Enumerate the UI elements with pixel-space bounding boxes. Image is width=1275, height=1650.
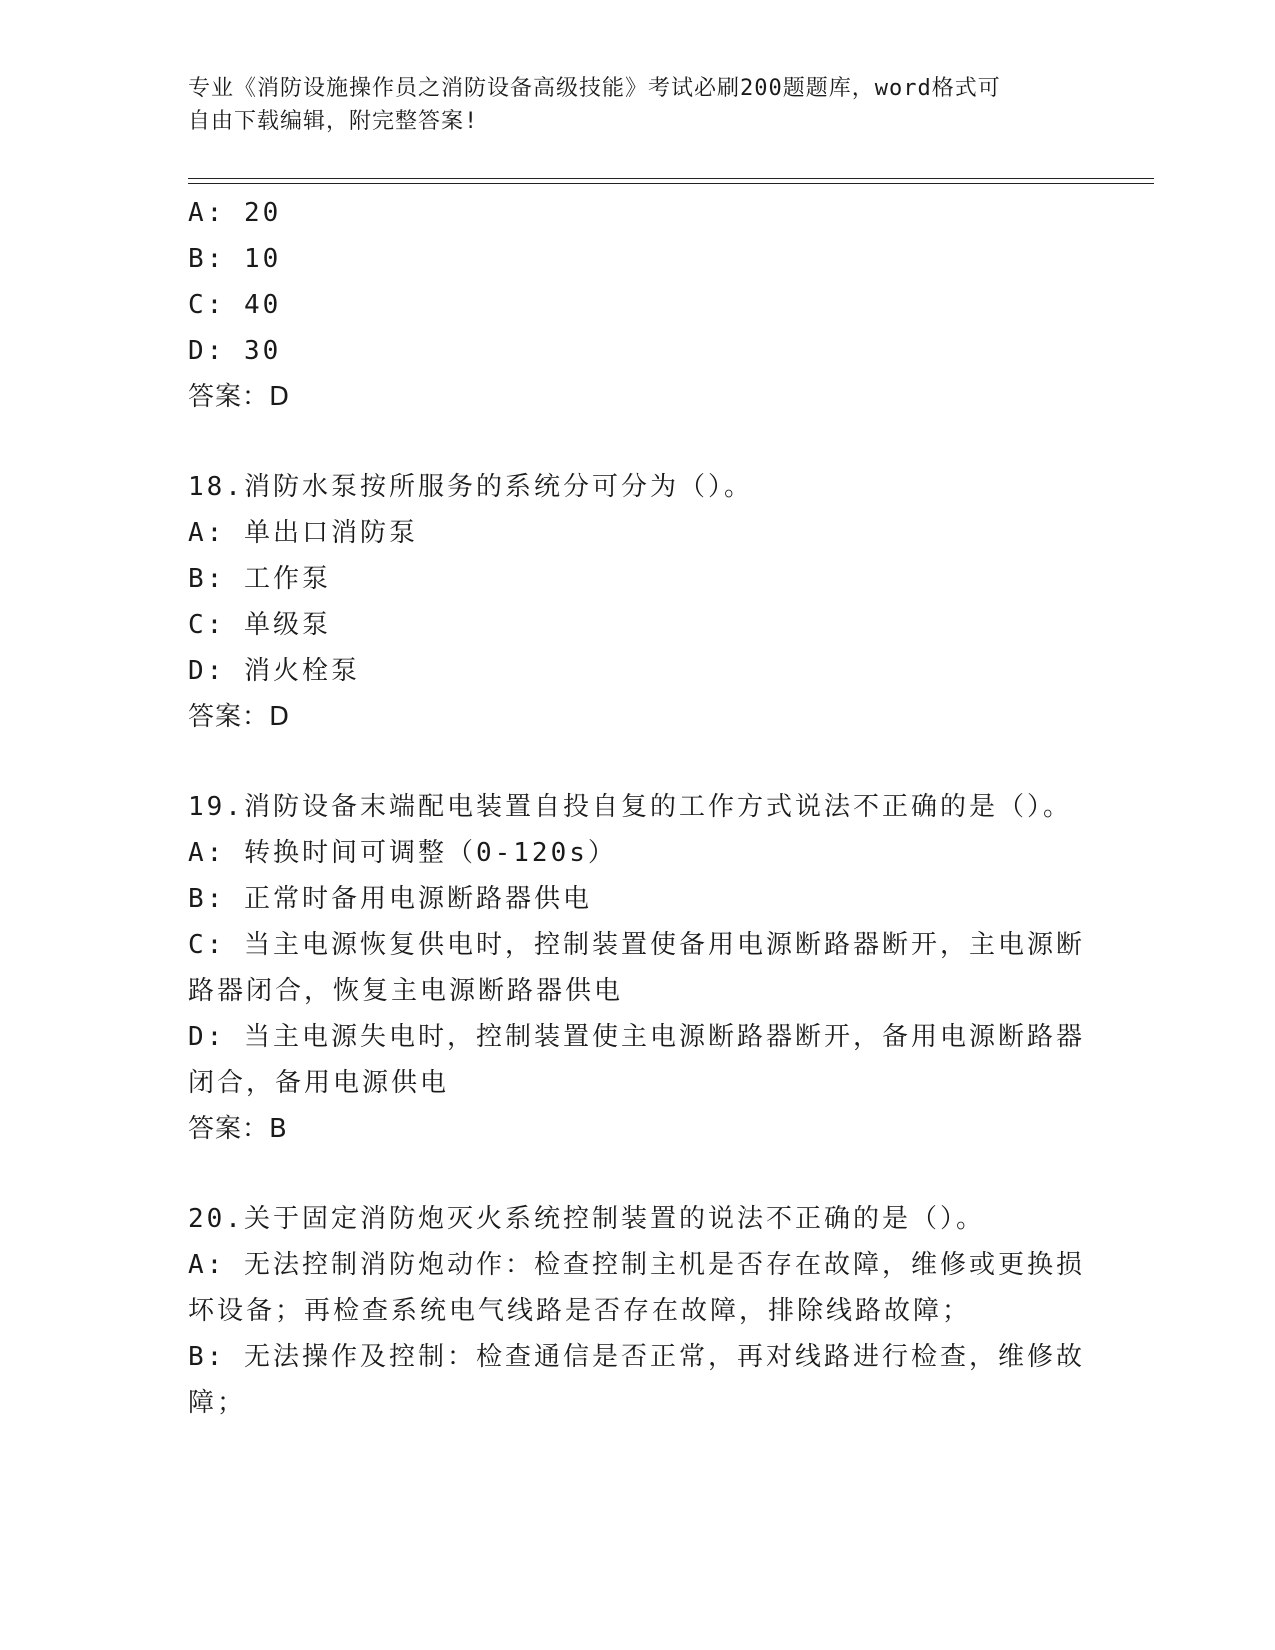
header-title-line-1: 专业《消防设施操作员之消防设备高级技能》考试必刷200题题库，word格式可 (188, 76, 1001, 101)
question-20 (188, 1196, 1088, 1426)
question-text: 18.消防水泵按所服务的系统分可分为（）。 (188, 472, 753, 502)
option-d: D: 30 (188, 336, 282, 366)
question-19 (188, 784, 1088, 1152)
spacer (188, 1152, 1088, 1196)
question-text: 19.消防设备末端配电装置自投自复的工作方式说法不正确的是（）。 (188, 792, 1072, 822)
option-b: B: 10 (188, 244, 282, 274)
answer-text: 答案：B (188, 1114, 288, 1144)
document-header (188, 72, 1068, 138)
question-17 (188, 190, 1088, 420)
option-d: D: 消火栓泵 (188, 656, 360, 686)
header-divider-bottom (188, 183, 1154, 184)
option-a-line-2: 坏设备；再检查系统电气线路是否存在故障，排除线路故障； (188, 1296, 972, 1326)
option-a: A: 20 (188, 198, 282, 228)
spacer (188, 740, 1088, 784)
header-title-line-2: 自由下载编辑，附完整答案! (188, 109, 479, 134)
answer-text: 答案：D (188, 702, 291, 732)
option-c: C: 40 (188, 290, 282, 320)
option-c-line-1: C: 当主电源恢复供电时，控制装置使备用电源断路器断开，主电源断 (188, 930, 1085, 960)
option-b-line-2: 障； (188, 1388, 247, 1418)
option-d-line-2: 闭合，备用电源供电 (188, 1068, 450, 1098)
question-text: 20.关于固定消防炮灭火系统控制装置的说法不正确的是（）。 (188, 1204, 985, 1234)
spacer (188, 420, 1088, 464)
option-c-line-2: 路器闭合，恢复主电源断路器供电 (188, 976, 624, 1006)
option-b-line-1: B: 无法操作及控制：检查通信是否正常，再对线路进行检查，维修故 (188, 1342, 1085, 1372)
option-c: C: 单级泵 (188, 610, 331, 640)
question-18 (188, 464, 1088, 740)
option-a: A: 转换时间可调整（0-120s） (188, 838, 617, 868)
answer-text: 答案：D (188, 382, 291, 412)
option-a-line-1: A: 无法控制消防炮动作：检查控制主机是否存在故障，维修或更换损 (188, 1250, 1085, 1280)
option-b: B: 正常时备用电源断路器供电 (188, 884, 592, 914)
option-d-line-1: D: 当主电源失电时，控制装置使主电源断路器断开，备用电源断路器 (188, 1022, 1085, 1052)
question-list (188, 190, 1088, 1426)
header-divider-top (188, 178, 1154, 179)
option-a: A: 单出口消防泵 (188, 518, 418, 548)
option-b: B: 工作泵 (188, 564, 331, 594)
